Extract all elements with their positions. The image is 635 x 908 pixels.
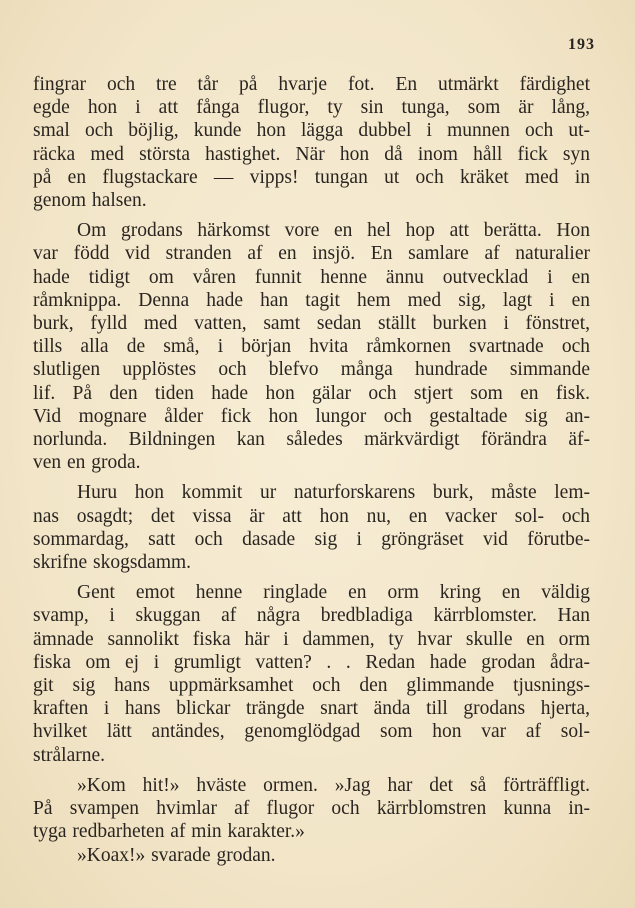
paragraph (33, 581, 590, 767)
text-line: kraften i hans blickar trängde snart ända till grodans hjerta, (33, 698, 590, 720)
text-line: svamp, i skuggan af några bredbladiga kärrblomster. Han (33, 605, 590, 627)
paragraph (33, 219, 590, 474)
text-line: På svampen hvimlar af flugor och kärrblomstren kunna in- (33, 798, 590, 820)
text-line: ämnade sannolikt fiska här i dammen, ty hvar skulle en orm (33, 628, 590, 650)
text-line: var född vid stranden af en insjö. En samlare af naturalier (33, 243, 590, 265)
text-line: git sig hans uppmärksamhet och den glimmande tjusnings- (33, 675, 590, 697)
text-line: strålarne. (33, 744, 106, 766)
text-line: norlunda. Bildningen kan således märkvärdigt förändra äf- (33, 429, 590, 451)
paragraph (33, 73, 590, 212)
text-line: hade tidigt om våren funnit henne ännu outvecklad i en (33, 266, 590, 288)
text-line: smal och böjlig, kunde hon lägga dubbel i munnen och ut- (33, 120, 590, 142)
text-line: »Kom hit!» hväste ormen. »Jag har det så förträffligt. (77, 774, 590, 796)
text-line: fingrar och tre tår på hvarje fot. En utmärkt färdighet (33, 74, 590, 95)
text-line: burk, fylld med vatten, samt sedan ställt burken i fönstret, (33, 313, 590, 335)
text-line: »Koax!» svarade grodan. (77, 844, 276, 866)
page-text (33, 73, 590, 867)
text-line: skrifne skogsdamm. (33, 552, 192, 574)
text-line: råmknippa. Denna hade han tagit hem med sig, lagt i en (33, 289, 590, 311)
text-line: räcka med största hastighet. När hon då inom håll fick syn (33, 143, 590, 165)
text-line: Om grodans härkomst vore en hel hop att berätta. Hon (77, 220, 590, 242)
text-line: Vid mognare ålder fick hon lungor och gestaltade sig an- (33, 405, 590, 427)
page-number: 193 (568, 36, 595, 53)
text-line: Gent emot henne ringlade en orm kring en väldig (77, 582, 590, 604)
text-line: fiska om ej i grumligt vatten? . . Redan hade grodan ådra- (33, 651, 590, 673)
text-line: Huru hon kommit ur naturforskarens burk, måste lem- (77, 482, 590, 504)
paragraph (33, 844, 590, 867)
text-line: lif. På den tiden hade hon gälar och stjert som en fisk. (33, 382, 590, 404)
text-line: tills alla de små, i början hvita råmkornen svartnade och (33, 336, 590, 358)
text-line: ven en groda. (33, 452, 141, 474)
text-line: hvilket lätt antändes, genomglödgad som hon var af sol- (33, 721, 590, 743)
text-line: genom halsen. (33, 190, 147, 212)
text-line: sommardag, satt och dasade sig i gröngräset vid förutbe- (33, 528, 590, 550)
text-line: slutligen upplöstes och blefvo många hundrade simmande (33, 359, 590, 381)
text-line: egde hon i att fånga flugor, ty sin tunga, som är lång, (33, 97, 590, 119)
text-line: på en flugstackare — vipps! tungan ut och kräket med in (33, 166, 590, 188)
paragraph (33, 481, 590, 574)
text-line: tyga redbarheten af min karakter.» (33, 821, 305, 843)
paragraph (33, 774, 590, 844)
text-line: nas osagdt; det vissa är att hon nu, en vacker sol- och (33, 505, 590, 527)
